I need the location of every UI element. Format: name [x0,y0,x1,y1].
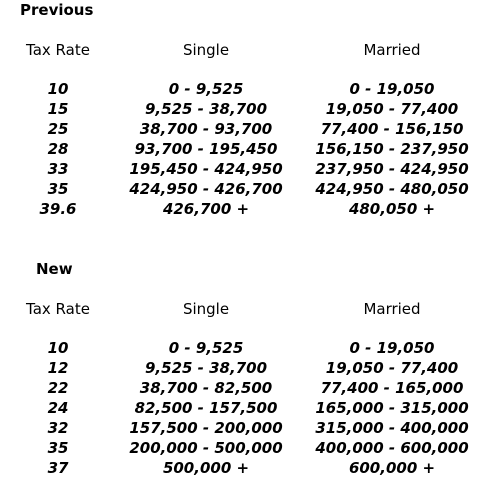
new-title: New [36,260,73,278]
single-range-cell: 9,525 - 38,700 [145,359,267,377]
table-row [0,79,490,99]
married-range-cell: 77,400 - 165,000 [320,379,464,397]
table-row [0,378,490,398]
married-range-cell: 165,000 - 315,000 [315,399,469,417]
new-header-married: Married [363,300,421,318]
single-range-cell: 38,700 - 93,700 [139,120,273,138]
married-range-cell: 237,950 - 424,950 [315,160,469,178]
previous-header-tax-rate: Tax Rate [26,41,90,59]
table-row [0,438,490,458]
rate-cell: 15 [47,100,69,118]
married-range-cell: 19,050 - 77,400 [325,359,459,377]
table-row [0,398,490,418]
table-row [0,338,490,358]
table-row [0,99,490,119]
rate-cell: 37 [47,459,69,477]
table-row [0,199,490,219]
new-rows [0,338,490,478]
table-row [0,358,490,378]
rate-cell: 35 [47,439,69,457]
previous-title: Previous [20,1,94,19]
rate-cell: 32 [47,419,69,437]
single-range-cell: 82,500 - 157,500 [134,399,278,417]
table-row [0,139,490,159]
single-range-cell: 93,700 - 195,450 [134,140,278,158]
single-range-cell: 200,000 - 500,000 [129,439,283,457]
married-range-cell: 0 - 19,050 [349,339,435,357]
married-range-cell: 19,050 - 77,400 [325,100,459,118]
table-row [0,458,490,478]
table-row [0,119,490,139]
married-range-cell: 424,950 - 480,050 [315,180,469,198]
table-row [0,179,490,199]
new-header-tax-rate: Tax Rate [26,300,90,318]
rate-cell: 12 [47,359,69,377]
married-range-cell: 480,050 + [348,200,436,218]
married-range-cell: 315,000 - 400,000 [315,419,469,437]
rate-cell: 33 [47,160,69,178]
married-range-cell: 600,000 + [348,459,436,477]
previous-header-married: Married [363,41,421,59]
previous-header-single: Single [182,41,230,59]
single-range-cell: 9,525 - 38,700 [145,100,267,118]
rate-cell: 24 [47,399,69,417]
married-range-cell: 400,000 - 600,000 [315,439,469,457]
married-range-cell: 77,400 - 156,150 [320,120,464,138]
rate-cell: 10 [47,80,69,98]
rate-cell: 35 [47,180,69,198]
new-header-single: Single [182,300,230,318]
single-range-cell: 500,000 + [162,459,250,477]
single-range-cell: 426,700 + [162,200,250,218]
rate-cell: 28 [47,140,69,158]
single-range-cell: 157,500 - 200,000 [129,419,283,437]
table-row [0,159,490,179]
single-range-cell: 38,700 - 82,500 [139,379,273,397]
married-range-cell: 156,150 - 237,950 [315,140,469,158]
single-range-cell: 195,450 - 424,950 [129,160,283,178]
single-range-cell: 424,950 - 426,700 [129,180,283,198]
previous-rows [0,79,490,219]
rate-cell: 10 [47,339,69,357]
married-range-cell: 0 - 19,050 [349,80,435,98]
single-range-cell: 0 - 9,525 [168,339,244,357]
table-row [0,418,490,438]
rate-cell: 39.6 [39,200,77,218]
single-range-cell: 0 - 9,525 [168,80,244,98]
rate-cell: 22 [47,379,69,397]
rate-cell: 25 [47,120,69,138]
